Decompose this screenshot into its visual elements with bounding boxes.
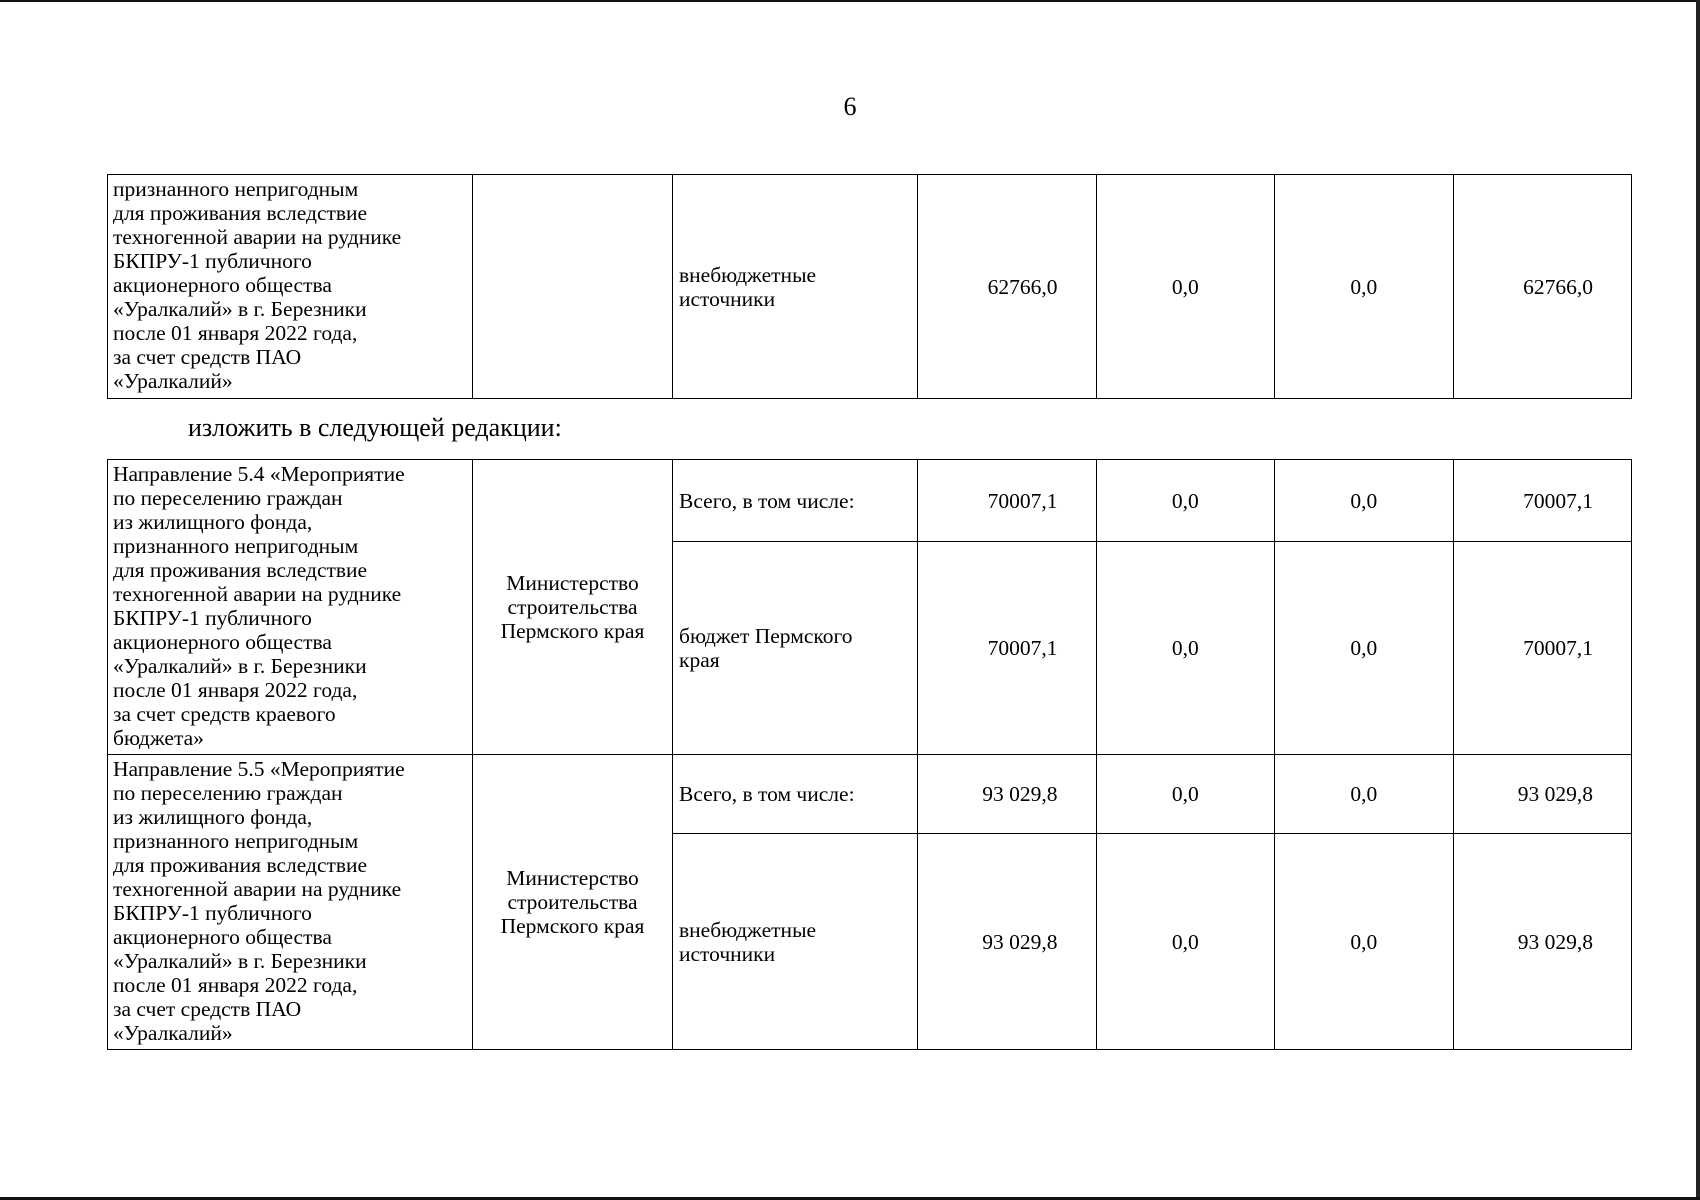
name-line: бюджета»	[113, 726, 204, 750]
measure-name-cell	[108, 175, 473, 399]
value-cell: 70007,1	[918, 460, 1097, 542]
value-cell: 0,0	[1275, 755, 1454, 834]
source-line: края	[679, 648, 720, 672]
name-line: по переселению граждан	[113, 486, 343, 510]
value-cell: 62766,0	[918, 175, 1097, 399]
name-line: Направление 5.4 «Мероприятие	[113, 462, 405, 486]
intro-text: изложить в следующей редакции:	[188, 413, 562, 442]
source-line: внебюджетные	[679, 917, 817, 942]
value-cell: 0,0	[1096, 460, 1275, 542]
value-cell: 93 029,8	[1453, 755, 1632, 834]
name-line: за счет средств ПАО	[113, 997, 302, 1021]
name-line: техногенной аварии на руднике	[113, 582, 402, 606]
name-line: по переселению граждан	[113, 781, 343, 805]
name-line: за счет средств ПАО	[113, 345, 302, 369]
name-line: техногенной аварии на руднике	[113, 225, 402, 249]
table-top	[107, 174, 1632, 399]
value-cell: 70007,1	[1453, 542, 1632, 755]
value-cell: 0,0	[1096, 542, 1275, 755]
name-line: БКПРУ-1 публичного	[113, 606, 312, 630]
value-cell: 93 029,8	[918, 755, 1097, 834]
value-cell: 0,0	[1096, 175, 1275, 399]
ministry-line: Пермского края	[500, 619, 645, 643]
name-line: из жилищного фонда,	[113, 805, 313, 829]
ministry-cell	[473, 175, 673, 399]
value-cell: 70007,1	[918, 542, 1097, 755]
source-line: источники	[679, 941, 776, 966]
value-cell: 0,0	[1096, 755, 1275, 834]
name-line: «Уралкалий» в г. Березники	[113, 297, 367, 321]
name-line: после 01 января 2022 года,	[113, 678, 358, 702]
scan-edge-top	[0, 0, 1700, 2]
ministry-line: строительства	[507, 890, 638, 914]
name-line: из жилищного фонда,	[113, 510, 313, 534]
value-cell: 0,0	[1096, 834, 1275, 1050]
name-line: БКПРУ-1 публичного	[113, 249, 312, 273]
name-line: «Уралкалий» в г. Березники	[113, 949, 367, 973]
scan-edge-right	[1696, 0, 1700, 1200]
source-line: Всего, в том числе:	[679, 488, 855, 513]
name-line: признанного непригодным	[113, 177, 359, 201]
name-line: «Уралкалий» в г. Березники	[113, 654, 367, 678]
name-line: после 01 января 2022 года,	[113, 321, 358, 345]
name-line: для проживания вследствие	[113, 558, 368, 582]
value-cell: 93 029,8	[1453, 834, 1632, 1050]
name-line: Направление 5.5 «Мероприятие	[113, 757, 405, 781]
funding-source-cell	[673, 755, 918, 834]
value-cell: 70007,1	[1453, 460, 1632, 542]
measure-name-cell	[108, 755, 473, 1050]
table-row	[108, 460, 1632, 542]
name-line: акционерного общества	[113, 925, 332, 949]
value-cell: 0,0	[1275, 542, 1454, 755]
funding-source-cell	[673, 175, 918, 399]
value-cell: 0,0	[1275, 460, 1454, 542]
source-line: Всего, в том числе:	[679, 782, 855, 806]
name-line: для проживания вследствие	[113, 853, 368, 877]
value-cell: 0,0	[1275, 175, 1454, 399]
value-cell: 93 029,8	[918, 834, 1097, 1050]
source-line: бюджет Пермского	[679, 624, 853, 648]
name-line: для проживания вследствие	[113, 201, 368, 225]
value-cell: 0,0	[1275, 834, 1454, 1050]
name-line: за счет средств краевого	[113, 702, 336, 726]
name-line: признанного непригодным	[113, 829, 359, 853]
name-line: «Уралкалий»	[113, 1021, 233, 1045]
funding-source-cell	[673, 834, 918, 1050]
measure-name-cell	[108, 460, 473, 755]
source-line: внебюджетные	[679, 262, 817, 287]
name-line: после 01 января 2022 года,	[113, 973, 358, 997]
name-line: «Уралкалий»	[113, 369, 233, 393]
ministry-line: Пермского края	[500, 914, 645, 938]
source-line: источники	[679, 286, 776, 311]
ministry-line: Министерство	[506, 571, 639, 595]
ministry-cell	[473, 460, 673, 755]
ministry-cell	[473, 755, 673, 1050]
table-row	[108, 175, 1632, 399]
name-line: техногенной аварии на руднике	[113, 877, 402, 901]
table-row	[108, 755, 1632, 834]
page-number: 6	[843, 92, 857, 121]
table-new-wording	[107, 459, 1632, 1050]
ministry-line: строительства	[507, 595, 638, 619]
value-cell: 62766,0	[1453, 175, 1632, 399]
name-line: признанного непригодным	[113, 534, 359, 558]
ministry-line: Министерство	[506, 866, 639, 890]
name-line: акционерного общества	[113, 630, 332, 654]
name-line: акционерного общества	[113, 273, 332, 297]
funding-source-cell	[673, 542, 918, 755]
name-line: БКПРУ-1 публичного	[113, 901, 312, 925]
funding-source-cell	[673, 460, 918, 542]
